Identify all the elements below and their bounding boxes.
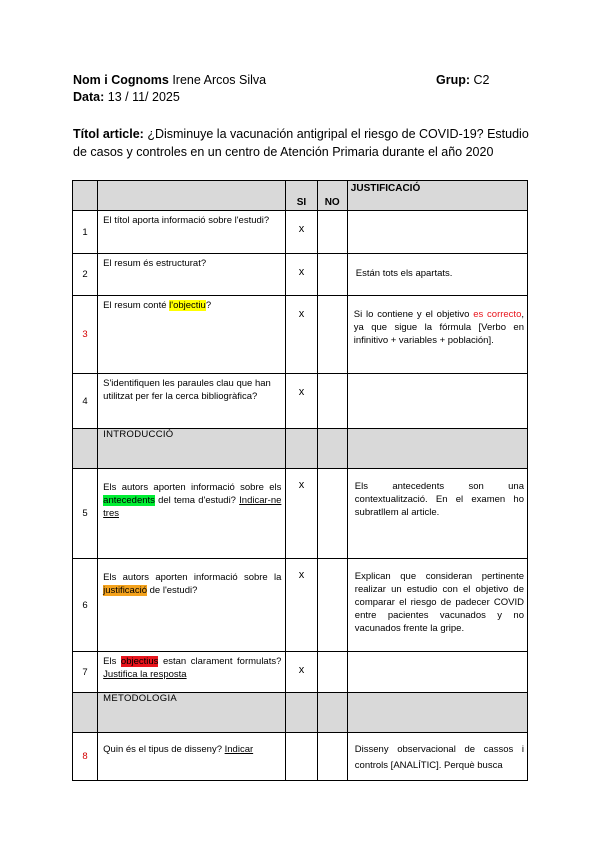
no-mark xyxy=(317,469,347,559)
question: Quin és el tipus de disseny? Indicar xyxy=(98,733,286,781)
row-number: 5 xyxy=(73,469,98,559)
row-number: 2 xyxy=(73,254,98,296)
group-label: Grup: xyxy=(436,73,471,87)
highlight-antecedents: antecedents xyxy=(103,495,155,506)
highlight-objectiu: l'objectiu xyxy=(169,300,206,311)
table-header-row xyxy=(73,181,528,211)
underline-instruction: Justifica la resposta xyxy=(103,669,187,680)
si-mark: x xyxy=(286,211,317,254)
table-row xyxy=(73,296,528,374)
si-mark: x xyxy=(286,469,317,559)
question: El títol aporta informació sobre l'estudi? xyxy=(98,211,286,254)
section-introduccio xyxy=(73,429,528,469)
row-number: 4 xyxy=(73,374,98,429)
student-name xyxy=(73,73,266,87)
underline-instruction: Indicar-ne tres xyxy=(103,495,282,519)
col-si: SI xyxy=(286,181,317,211)
question: El resum conté l'objectiu? xyxy=(98,296,286,374)
justification xyxy=(347,374,527,429)
group-value: C2 xyxy=(473,73,490,87)
si-mark: x xyxy=(286,374,317,429)
no-mark xyxy=(317,559,347,652)
article-label: Títol article: xyxy=(73,127,144,141)
section-title: METODOLOGIA xyxy=(98,693,286,733)
name-label: Nom i Cognoms xyxy=(73,73,169,87)
justification: Disseny observacional de cassos i controls [ANALÍTIC]. Perquè busca xyxy=(347,733,527,781)
table-row xyxy=(73,254,528,296)
evaluation-table xyxy=(72,180,528,781)
justification: Els antecedents son una contextualització. En el examen ho subratllem al article. xyxy=(347,469,527,559)
question: Els autors aporten informació sobre els antecedents del tema d'estudi? Indicar-ne tres xyxy=(98,469,286,559)
si-mark: x xyxy=(286,559,317,652)
row-number: 8 xyxy=(73,733,98,781)
question: Els autors aporten informació sobre la justificació de l'estudi? xyxy=(98,559,286,652)
row-number: 7 xyxy=(73,652,98,693)
no-mark xyxy=(317,374,347,429)
no-mark xyxy=(317,652,347,693)
no-mark xyxy=(317,211,347,254)
justification: Si lo contiene y el objetivo es correcto, ya que sigue la fórmula [Verbo en infinitivo + variables + población]. xyxy=(347,296,527,374)
highlight-justificacio: justificació xyxy=(103,585,147,596)
justification xyxy=(347,652,527,693)
si-mark: x xyxy=(286,296,317,374)
highlight-objectius: objectius xyxy=(120,656,159,667)
table-row xyxy=(73,733,528,781)
row-number: 3 xyxy=(73,296,98,374)
question: El resum és estructurat? xyxy=(98,254,286,296)
red-text: es correcto xyxy=(473,309,522,320)
table-row xyxy=(73,559,528,652)
date-label: Data: xyxy=(73,90,105,104)
col-justificacio: JUSTIFICACIÓ xyxy=(347,181,527,211)
no-mark xyxy=(317,733,347,781)
section-metodologia xyxy=(73,693,528,733)
name-value: Irene Arcos Silva xyxy=(172,73,267,87)
si-mark: x xyxy=(286,254,317,296)
table-row xyxy=(73,374,528,429)
group xyxy=(436,73,490,87)
table-row xyxy=(73,211,528,254)
section-title: INTRODUCCIÓ xyxy=(98,429,286,469)
justification xyxy=(347,211,527,254)
article-title-text: ¿Disminuye la vacunación antigripal el riesgo de COVID-19? Estudio de casos y controles en un centro de Atención Primaria durante el año 2020 xyxy=(73,127,529,159)
row-number: 6 xyxy=(73,559,98,652)
question: S'identifiquen les paraules clau que han utilitzat per fer la cerca bibliogràfica? xyxy=(98,374,286,429)
table-row xyxy=(73,469,528,559)
si-mark: x xyxy=(286,652,317,693)
date xyxy=(73,90,180,104)
no-mark xyxy=(317,296,347,374)
col-no: NO xyxy=(317,181,347,211)
si-mark xyxy=(286,733,317,781)
question: Els objectius estan clarament formulats? Justifica la resposta xyxy=(98,652,286,693)
row-number: 1 xyxy=(73,211,98,254)
underline-instruction: Indicar xyxy=(224,744,254,755)
justification: Están tots els apartats. xyxy=(347,254,527,296)
table-row xyxy=(73,652,528,693)
justification: Explican que consideran pertinente realizar un estudio con el objetivo de comparar el riesgo de padecer COVID entre pacientes vacunados y no vacunados frente la gripe. xyxy=(347,559,527,652)
no-mark xyxy=(317,254,347,296)
article-title xyxy=(73,125,533,161)
date-value: 13 / 11/ 2025 xyxy=(107,90,180,104)
